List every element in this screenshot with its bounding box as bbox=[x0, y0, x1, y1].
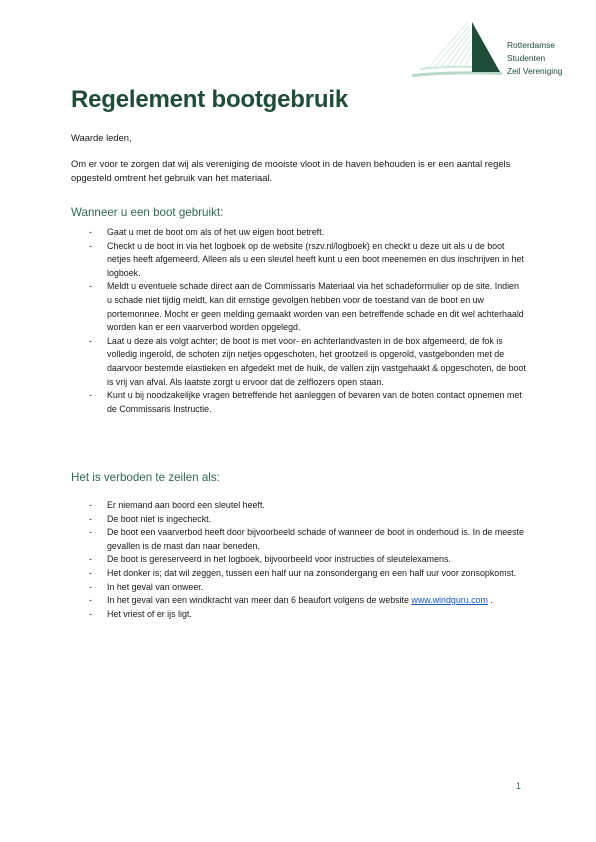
greeting: Waarde leden, bbox=[71, 132, 132, 143]
list-item bbox=[71, 526, 526, 553]
dash-bullet: - bbox=[89, 554, 92, 565]
logo-line-3: Zeil Vereniging bbox=[507, 66, 563, 76]
list-item-text: De boot een vaarverbod heeft door bijvoorbeeld schade of wanneer de boot in onderhoud is. In de meeste gevallen is de mast dan naar beneden. bbox=[107, 527, 524, 551]
list-item-text: Laat u deze als volgt achter; de boot is met voor- en achterlandvasten in de box afgemeerd, de fok is volledig ingerold, de schoten zijn netjes opgeschoten, het grootzeil is opgerold, vastgebonden met de daarvoor bestemde elastieken en afgedekt met de huik, de vallen zijn vastgehaakt & opgeschoten, de boot is vrij van afval. Als laatste zorgt u ervoor dat de zelflozers open staan. bbox=[107, 335, 526, 387]
list-item bbox=[71, 567, 526, 581]
section-heading-forbidden: Het is verboden te zeilen als: bbox=[71, 471, 220, 484]
forbidden-rules-list bbox=[71, 499, 526, 621]
list-item bbox=[71, 335, 526, 389]
windguru-link[interactable]: www.windguru.com bbox=[411, 595, 488, 606]
dash-bullet: - bbox=[89, 595, 92, 606]
logo-line-1: Rotterdamse bbox=[507, 40, 555, 50]
section-heading-usage: Wanneer u een boot gebruikt: bbox=[71, 206, 224, 219]
dash-bullet: - bbox=[89, 240, 92, 251]
list-item bbox=[71, 581, 526, 595]
logo-text bbox=[507, 39, 562, 78]
list-item-text: De boot niet is ingecheckt. bbox=[107, 513, 212, 524]
dash-bullet: - bbox=[89, 227, 92, 237]
logo-line-2: Studenten bbox=[507, 53, 546, 63]
list-item-text: Kunt u bij noodzakelijke vragen betreffende het aanleggen of bevaren van de boten contact opnemen met de Commissaris Instructie. bbox=[107, 390, 522, 414]
list-item bbox=[71, 280, 526, 334]
wind-item-text: In het geval van een windkracht van meer dan 6 beaufort volgens de website bbox=[107, 595, 412, 606]
list-item-text: Checkt u de boot in via het logboek op de website (rszv.nl/logboek) en checkt u deze uit als u de boot netjes heeft afgemeerd. Alleen als u een sleutel heeft kunt u een boot meenemen en dus inschrijven in het logboek. bbox=[107, 240, 524, 278]
dash-bullet: - bbox=[89, 335, 92, 346]
dash-bullet: - bbox=[89, 608, 92, 619]
list-item-text: In het geval van onweer. bbox=[107, 581, 204, 592]
dash-bullet: - bbox=[89, 567, 92, 578]
dash-bullet: - bbox=[89, 390, 92, 401]
list-item-text: Gaat u met de boot om als of het uw eigen boot betreft. bbox=[107, 227, 325, 237]
wind-item-suffix: . bbox=[487, 595, 493, 606]
list-item-text: De boot is gereserveerd in het logboek, bijvoorbeeld voor instructies of sleutelexamens. bbox=[107, 554, 451, 565]
list-item-text: Het vriest of er ijs ligt. bbox=[107, 608, 192, 619]
list-item bbox=[71, 226, 526, 240]
dash-bullet: - bbox=[89, 281, 92, 292]
dash-bullet: - bbox=[89, 527, 92, 538]
page-number: 1 bbox=[516, 781, 522, 791]
list-item bbox=[71, 240, 526, 281]
dash-bullet: - bbox=[89, 581, 92, 592]
usage-rules-list bbox=[71, 226, 526, 416]
list-item-text: Er niemand aan boord een sleutel heeft. bbox=[107, 500, 265, 510]
list-item-text: Meldt u eventuele schade direct aan de Commissaris Materiaal via het schadeformulier op de site. Indien u schade niet tijdig meldt, kan dit ernstige gevolgen hebben voor de toestand van de boot en uw portemonnee. Mocht er geen melding gemaakt worden van een betreffende schade en dit wel achterhaald worden kan er een vaarverbod worden opgelegd. bbox=[107, 281, 524, 333]
intro-paragraph: Om er voor te zorgen dat wij als vereniging de mooiste vloot in de haven behouden is er een aantal regels opgesteld omtrent het gebruik van het materiaal. bbox=[71, 158, 511, 183]
list-item bbox=[71, 513, 526, 527]
list-item bbox=[71, 499, 526, 513]
dash-bullet: - bbox=[89, 513, 92, 524]
list-item bbox=[71, 608, 526, 622]
sail-logo-icon bbox=[410, 18, 507, 80]
list-item bbox=[71, 594, 526, 608]
dash-bullet: - bbox=[89, 500, 92, 510]
list-item-text: Het donker is; dat wil zeggen, tussen een half uur na zonsondergang en een half uur voor zonsopkomst. bbox=[107, 567, 516, 578]
rszv-logo bbox=[410, 18, 570, 80]
page-title: Regelement bootgebruik bbox=[71, 86, 348, 113]
list-item bbox=[71, 553, 526, 567]
list-item bbox=[71, 389, 526, 416]
